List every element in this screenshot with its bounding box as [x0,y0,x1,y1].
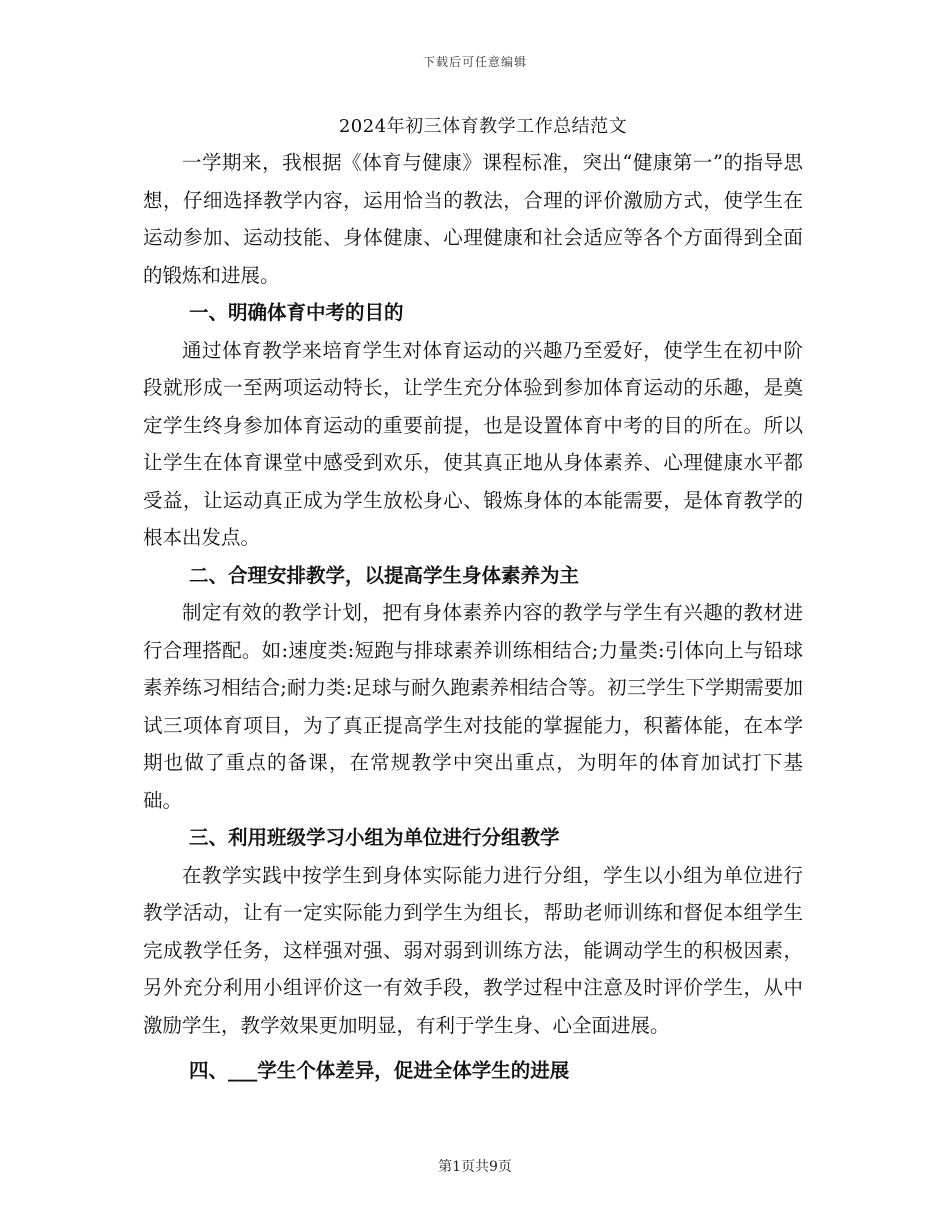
section-heading-3: 三、利用班级学习小组为单位进行分组教学 [189,826,560,849]
section-body-3: 在教学实践中按学生到身体实际能力进行分组，学生以小组为单位进行教学活动，让有一定实际能力到学生为组长，帮助老师训练和督促本组学生完成教学任务，这样强对强、弱对弱到训练方法，能调动学生的积极因素，另外充分利用小组评价这一有效手段，教学过程中注意及时评价学生，从中激励学生，教学效果更加明显，有利于学生身、心全面进展。 [143,863,803,1037]
section-heading-2: 二、合理安排教学，以提高学生身体素养为主 [189,563,580,587]
page-number-footer: 第1页共9页 [438,1159,512,1175]
section-heading-1: 一、明确体育中考的目的 [189,301,404,324]
intro-paragraph: 一学期来，我根据《体育与健康》课程标准，突出“健康第一”的指导思想，仔细选择教学内容，运用恰当的教法，合理的评价激励方式，使学生在运动参加、运动技能、身体健康、心理健康和社会适应等各个方面得到全面的锻炼和进展。 [143,151,803,287]
section-heading-4: 四、___学生个体差异，促进全体学生的进展 [189,1059,570,1082]
section-body-1: 通过体育教学来培育学生对体育运动的兴趣乃至爱好，使学生在初中阶段就形成一至两项运动特长，让学生充分体验到参加体育运动的乐趣，是奠定学生终身参加体育运动的重要前提，也是设置体育中考的目的所在。所以让学生在体育课堂中感受到欢乐，使其真正地从身体素养、心理健康水平都受益，让运动真正成为学生放松身心、锻炼身体的本能需要，是体育教学的根本出发点。 [143,338,803,549]
document-body [143,110,803,1090]
page-header-note: 下载后可任意编辑 [422,55,527,69]
document-title: 2024年初三体育教学工作总结范文 [338,116,628,137]
section-body-2: 制定有效的教学计划，把有身体素养内容的教学与学生有兴趣的教材进行合理搭配。如:速度类:短跑与排球素养训练相结合;力量类:引体向上与铅球素养练习相结合;耐力类:足球与耐久跑素养相结合等。初三学生下学期需要加试三项体育项目，为了真正提高学生对技能的掌握能力，积蓄体能，在本学期也做了重点的备课，在常规教学中突出重点，为明年的体育加试打下基础。 [143,601,803,812]
